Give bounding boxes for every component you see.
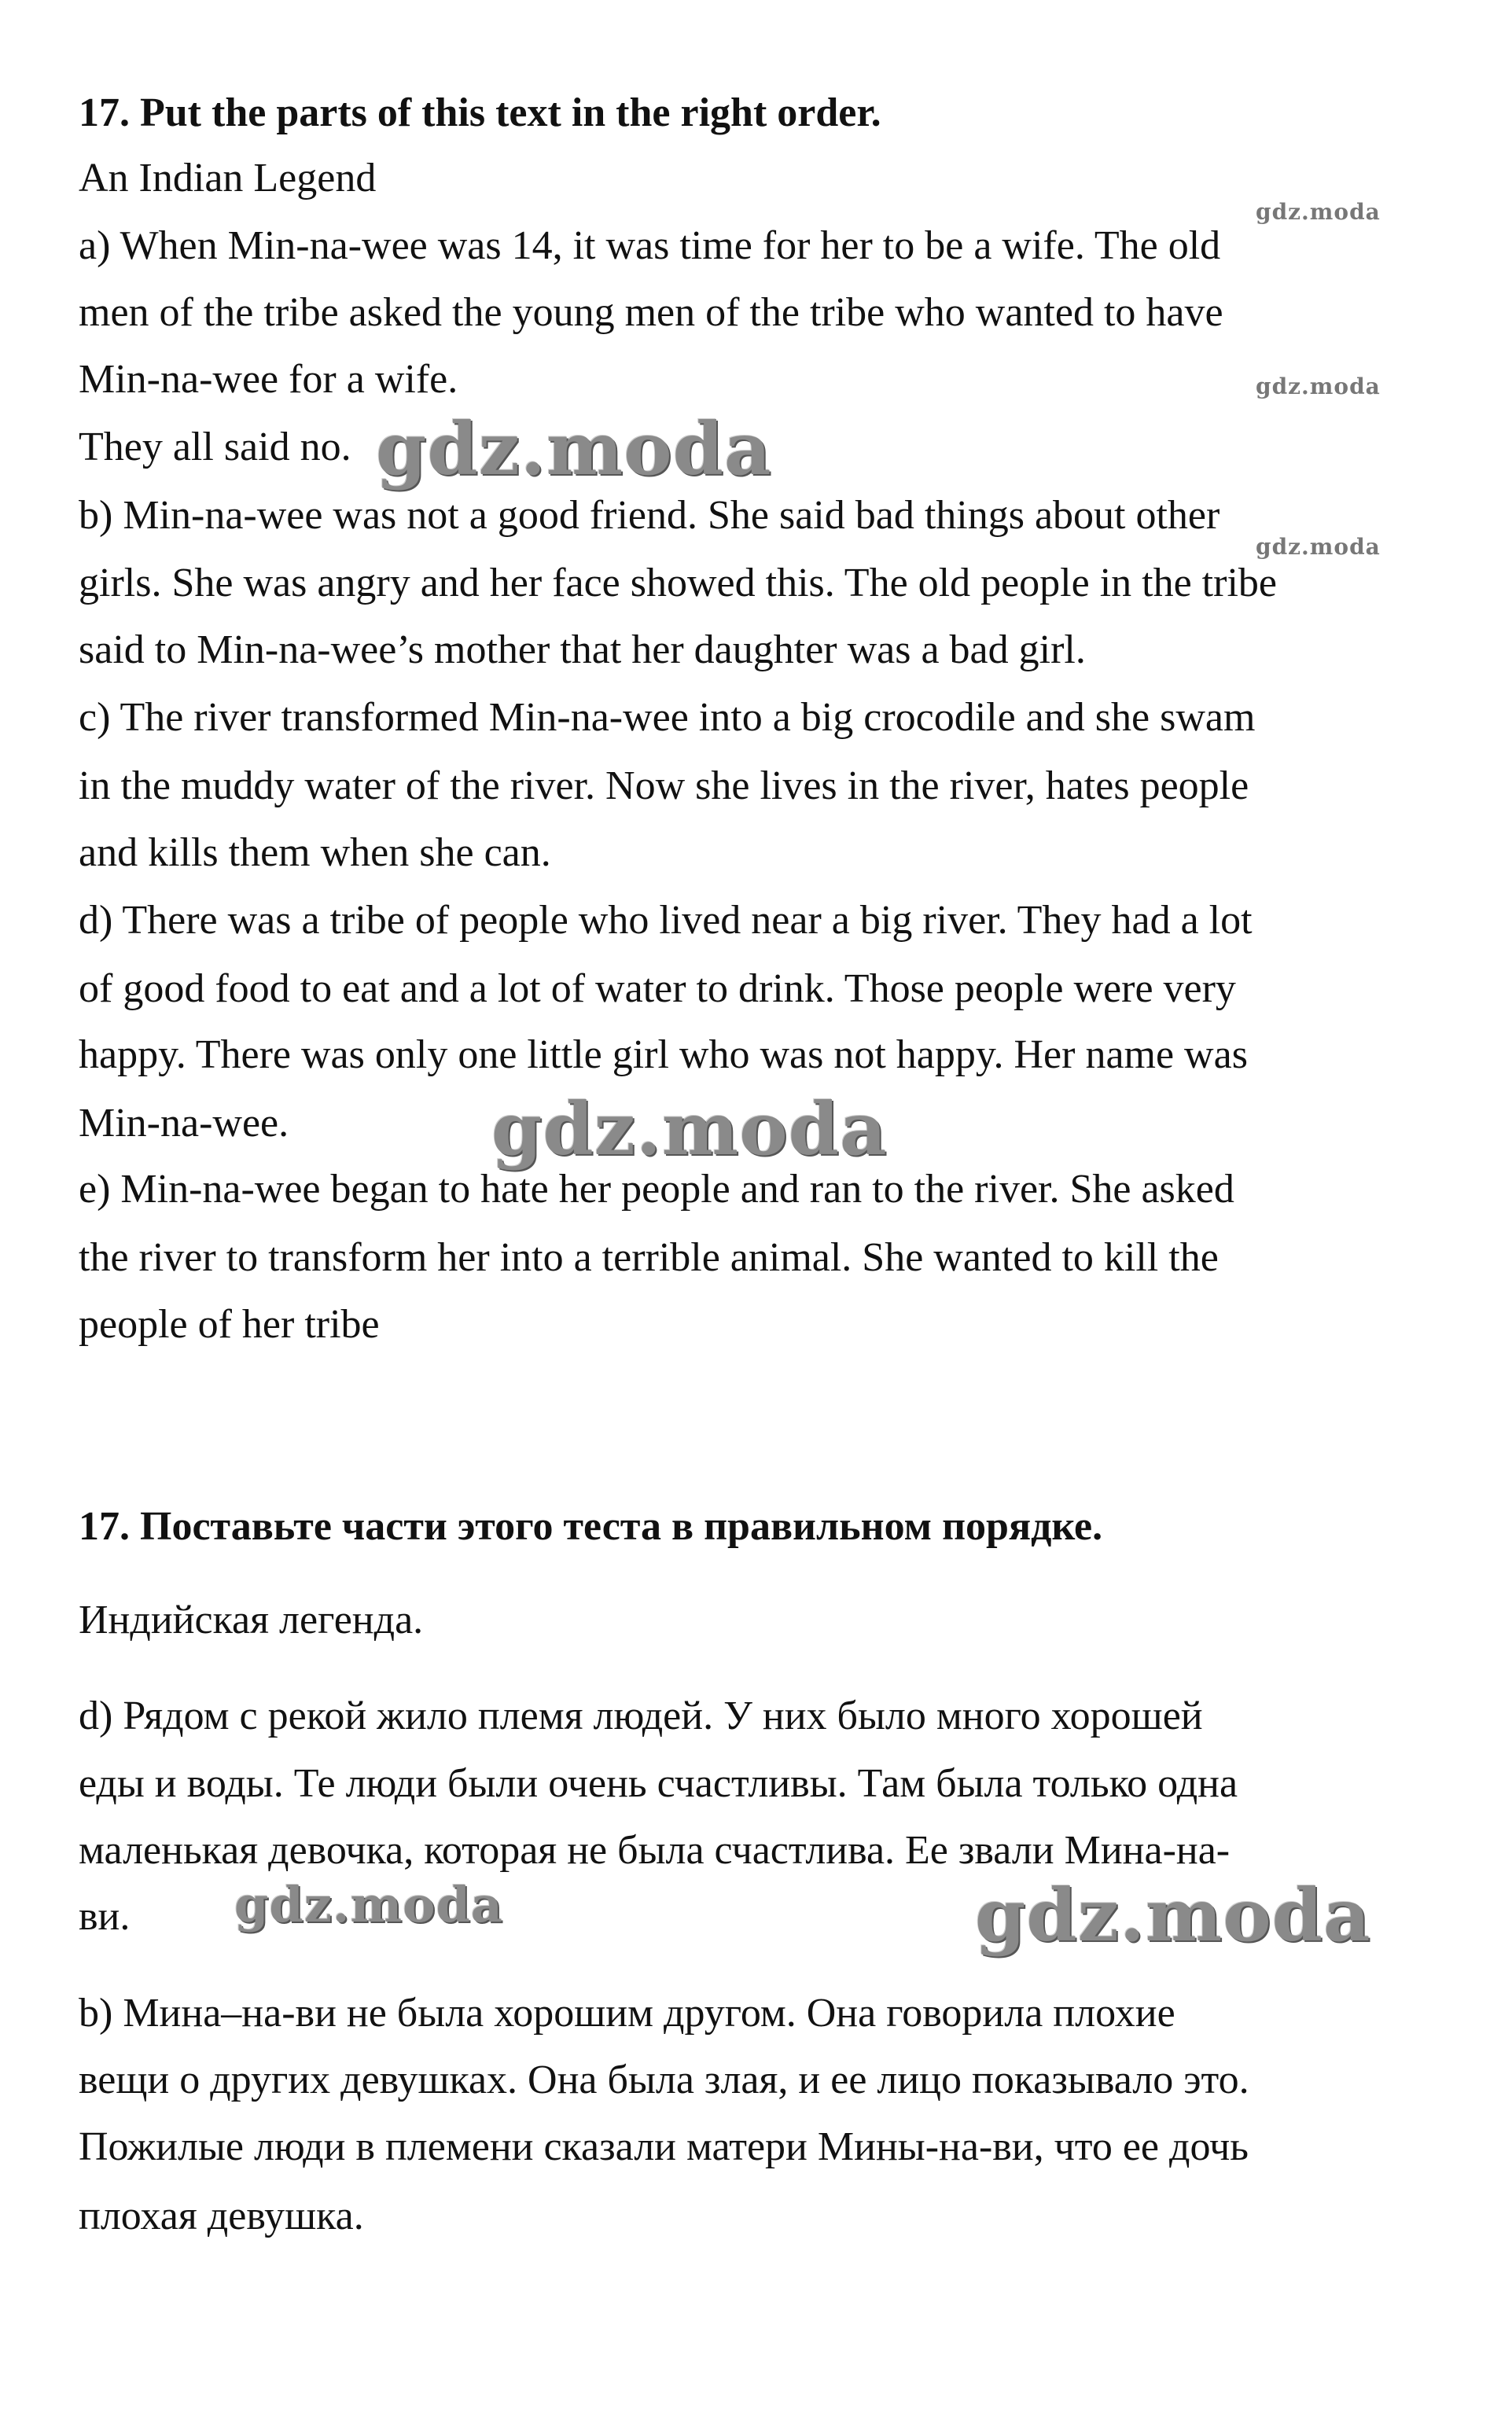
watermark: gdz.moda bbox=[491, 1087, 888, 1171]
text-line: the river to transform her into a terrible animal. She wanted to kill the bbox=[79, 1235, 1219, 1280]
watermark: gdz.moda bbox=[1256, 373, 1381, 399]
text-line: They all said no. bbox=[79, 425, 351, 469]
text-line: and kills them when she can. bbox=[79, 830, 551, 875]
watermark: gdz.moda bbox=[376, 406, 772, 491]
text-line: b) Min-na-wee was not a good friend. She said bad things about other bbox=[79, 493, 1220, 538]
text-line: people of her tribe bbox=[79, 1302, 380, 1347]
text-line: вещи о других девушках. Она была злая, и ее лицо показывало это. bbox=[79, 2058, 1249, 2102]
text-line: d) There was a tribe of people who lived near a big river. They had a lot bbox=[79, 898, 1253, 943]
text-line: a) When Min-na-wee was 14, it was time for her to be a wife. The old bbox=[79, 223, 1221, 268]
text-line: Min-na-wee. bbox=[79, 1101, 289, 1146]
text-line: маленькая девочка, которая не была счастлива. Ее звали Мина-на- bbox=[79, 1828, 1231, 1873]
text-line: happy. There was only one little girl who was not happy. Her name was bbox=[79, 1032, 1248, 1077]
text-line: d) Рядом с рекой жило племя людей. У них было много хорошей bbox=[79, 1694, 1203, 1738]
text-line: плохая девушка. bbox=[79, 2194, 364, 2238]
text-line: ви. bbox=[79, 1894, 131, 1939]
text-line: in the muddy water of the river. Now she lives in the river, hates people bbox=[79, 763, 1249, 808]
watermark: gdz.moda bbox=[1256, 534, 1381, 560]
exercise-title-ru: 17. Поставьте части этого теста в правильном порядке. bbox=[79, 1504, 1103, 1549]
text-line: Пожилые люди в племени сказали матери Мины-на-ви, что ее дочь bbox=[79, 2124, 1249, 2169]
text-line: еды и воды. Те люди были очень счастливы. Там была только одна bbox=[79, 1761, 1238, 1806]
watermark: gdz.moda bbox=[1256, 199, 1381, 225]
text-line: b) Мина–на-ви не была хорошим другом. Она говорила плохие bbox=[79, 1991, 1175, 2036]
text-line: c) The river transformed Min-na-wee into a big crocodile and she swam bbox=[79, 695, 1256, 740]
watermark: gdz.moda bbox=[975, 1873, 1371, 1958]
watermark: gdz.moda bbox=[234, 1876, 503, 1933]
exercise-title: 17. Put the parts of this text in the right order. bbox=[79, 90, 881, 135]
text-line: girls. She was angry and her face showed this. The old people in the tribe bbox=[79, 561, 1277, 605]
text-line: of good food to eat and a lot of water to drink. Those people were very bbox=[79, 966, 1236, 1011]
text-line: said to Min-na-wee’s mother that her daughter was a bad girl. bbox=[79, 627, 1086, 672]
legend-title: An Indian Legend bbox=[79, 156, 377, 200]
text-line: men of the tribe asked the young men of the tribe who wanted to have bbox=[79, 290, 1223, 335]
legend-title-ru: Индийская легенда. bbox=[79, 1598, 424, 1642]
text-line: Min-na-wee for a wife. bbox=[79, 357, 458, 402]
text-line: e) Min-na-wee began to hate her people and ran to the river. She asked bbox=[79, 1167, 1234, 1212]
